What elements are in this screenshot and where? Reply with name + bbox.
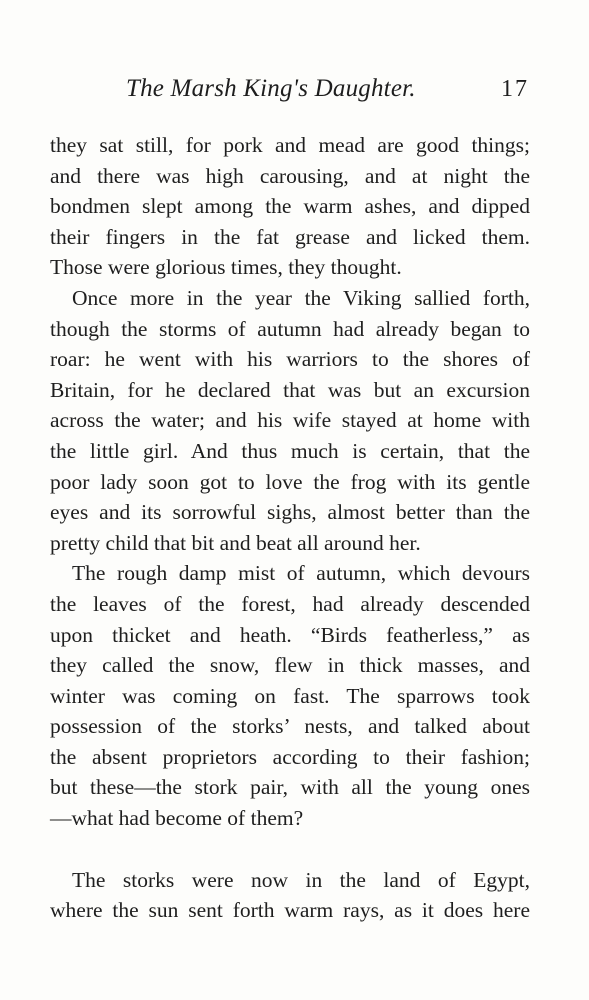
text-line: The storks were now in the land of Egypt, [72,867,530,892]
text-line: poor lady soon got to love the frog with its gentle [50,469,530,494]
text-line: bondmen slept among the warm ashes, and dipped [50,194,530,219]
text-line: possession of the storks’ nests, and talked about [50,714,530,739]
section-break [50,834,530,865]
text-line: across the water; and his wife stayed at home with [50,408,530,433]
text-line: The rough damp mist of autumn, which devours [72,561,530,586]
text-line: they called the snow, flew in thick masses, and [50,653,530,678]
running-head [0,72,589,106]
page-number: 17 [501,76,529,102]
text-line: but these—the stork pair, with all the young ones [50,775,530,800]
text-line: pretty child that bit and beat all around her. [50,530,421,555]
text-line: they sat still, for pork and mead are good things; [50,133,530,157]
running-title: The Marsh King's Daughter. [126,75,416,102]
text-line: Those were glorious times, they thought. [50,255,402,280]
text-line: their fingers in the fat grease and licked them. [50,224,530,249]
text-line: roar: he went with his warriors to the shores of [50,347,530,372]
text-line: winter was coming on fast. The sparrows took [50,683,530,708]
text-line: eyes and its sorrowful sighs, almost better than the [50,500,530,525]
text-line: the leaves of the forest, had already descended [50,591,530,616]
text-line: upon thicket and heath. “Birds featherless,” as [50,622,530,647]
text-line: and there was high carousing, and at night the [50,163,530,188]
body-text [50,130,530,926]
text-line: Once more in the year the Viking sallied forth, [72,285,530,310]
text-line: Britain, for he declared that was but an excursion [50,377,530,402]
text-line: —what had become of them? [50,806,304,831]
text-line: the absent proprietors according to their fashion; [50,744,530,769]
text-line: where the sun sent forth warm rays, as it does here [50,898,530,923]
text-line: though the storms of autumn had already began to [50,316,530,341]
text-line: the little girl. And thus much is certain, that the [50,438,530,463]
